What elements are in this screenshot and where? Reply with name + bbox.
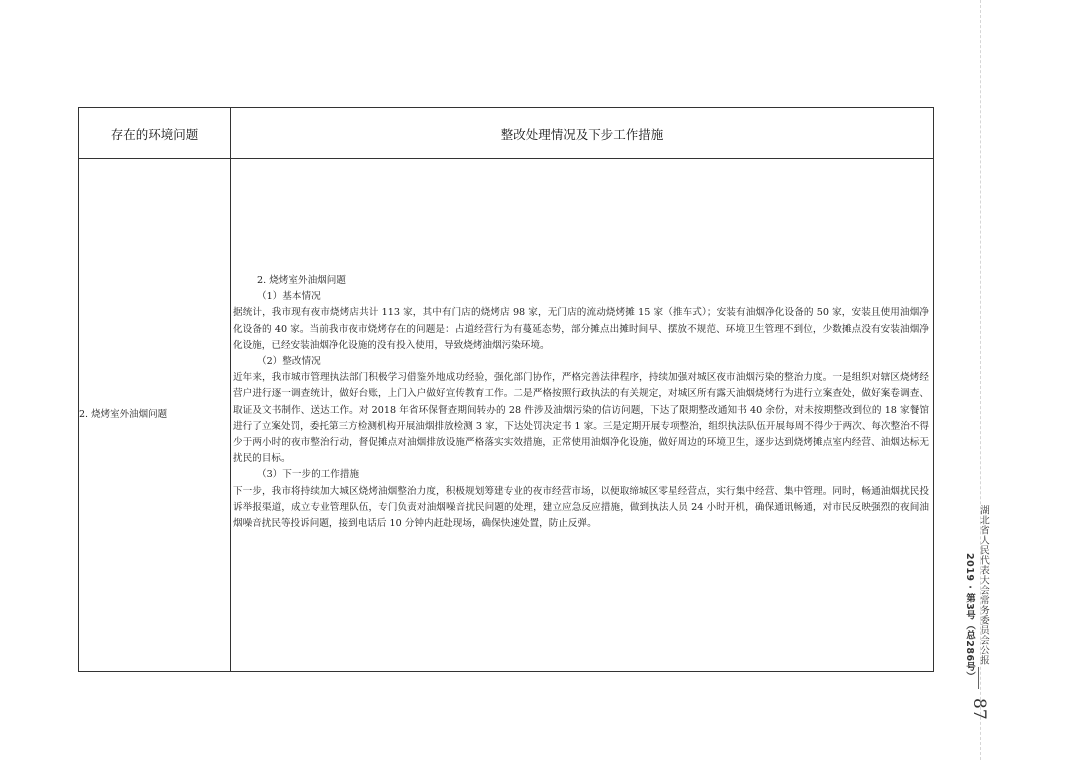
issue-label: 2019 · 第3号（总286号）: [964, 553, 975, 682]
paragraph-next-steps: 下一步，我市将持续加大城区烧烤油烟整治力度，积极规划筹建专业的夜市经营市场，以便取缔城区零星经营点，实行集中经营、集中管理。同时，畅通油烟扰民投诉举报渠道，成立专业管理队伍，专门负责对油烟噪音扰民问题的处理，建立应急反应措施，做到执法人员 24 小时开机，确保通讯畅通，对市民反映强烈的夜间油烟噪音扰民等投诉问题，接到电话后 10 分钟内赶赴现场，确保快速处置，防止反弹。: [233, 485, 929, 530]
section-title: 2. 烧烤室外油烟问题: [257, 275, 346, 286]
page-number-rule: [978, 667, 979, 689]
page-number: 87: [969, 698, 989, 720]
rectification-table: [78, 107, 934, 672]
measures-cell: [233, 273, 929, 532]
row-issue-cell: 2. 烧烤室外油烟问题: [79, 409, 168, 420]
subheading-basic: （1）基本情况: [257, 291, 321, 303]
column-divider: [230, 108, 231, 671]
paragraph-rectification: 近年来，我市城市管理执法部门积极学习借鉴外地成功经验，强化部门协作，严格完善法律程序，持续加强对城区夜市油烟污染的整治力度。一是组织对辖区烧烤经营户进行逐一调查统计，做好台账，上门入户做好宣传教育工作。二是严格按照行政执法的有关规定，对城区所有露天油烟烧烤行为进行立案查处，做好案卷调查、取证及文书制作、送达工作。对 2018 年省环保督查期间转办的 28 件涉及油烟污染的信访问题，下达了限期整改通知书 40 余份，对未按期整改到位的 18 家餐馆进行了立案处罚，委托第三方检测机构开展油烟排放检测 3 家，下达处罚决定书 1 家。三是定期开展专项整治，组织执法队伍开展每周不得少于两次、每次整治不得少于两小时的夜市整治行动，督促摊点对油烟排放设施严格落实实效措施，正常使用油烟净化设施，做好周边的环境卫生，逐步达到烧烤摊点室内经营、油烟达标无扰民的目标。: [233, 372, 929, 465]
subheading-next-steps: （3）下一步的工作措施: [257, 469, 360, 481]
header-issue: 存在的环境问题: [110, 126, 199, 142]
table-header-row: [79, 108, 933, 159]
publication-title: 湖北省人民代表大会常务委员会公报: [978, 505, 989, 665]
subheading-rectification: （2）整改情况: [257, 356, 321, 368]
header-measures: 整改处理情况及下步工作措施: [500, 126, 664, 142]
paragraph-basic: 据统计，我市现有夜市烧烤店共计 113 家，其中有门店的烧烤店 98 家，无门店的流动烧烤摊 15 家（推车式）；安装有油烟净化设备的 50 家，安装且使用油烟净化设备的 40 家。当前我市夜市烧烤存在的问题是：占道经营行为有蔓延态势，部分摊点出摊时间早、摆放不规范、环境卫生管理不到位，少数摊点没有安装油烟净化设施，已经安装油烟净化设施的没有投入使用，导致烧烤油烟污染环境。: [233, 307, 929, 351]
